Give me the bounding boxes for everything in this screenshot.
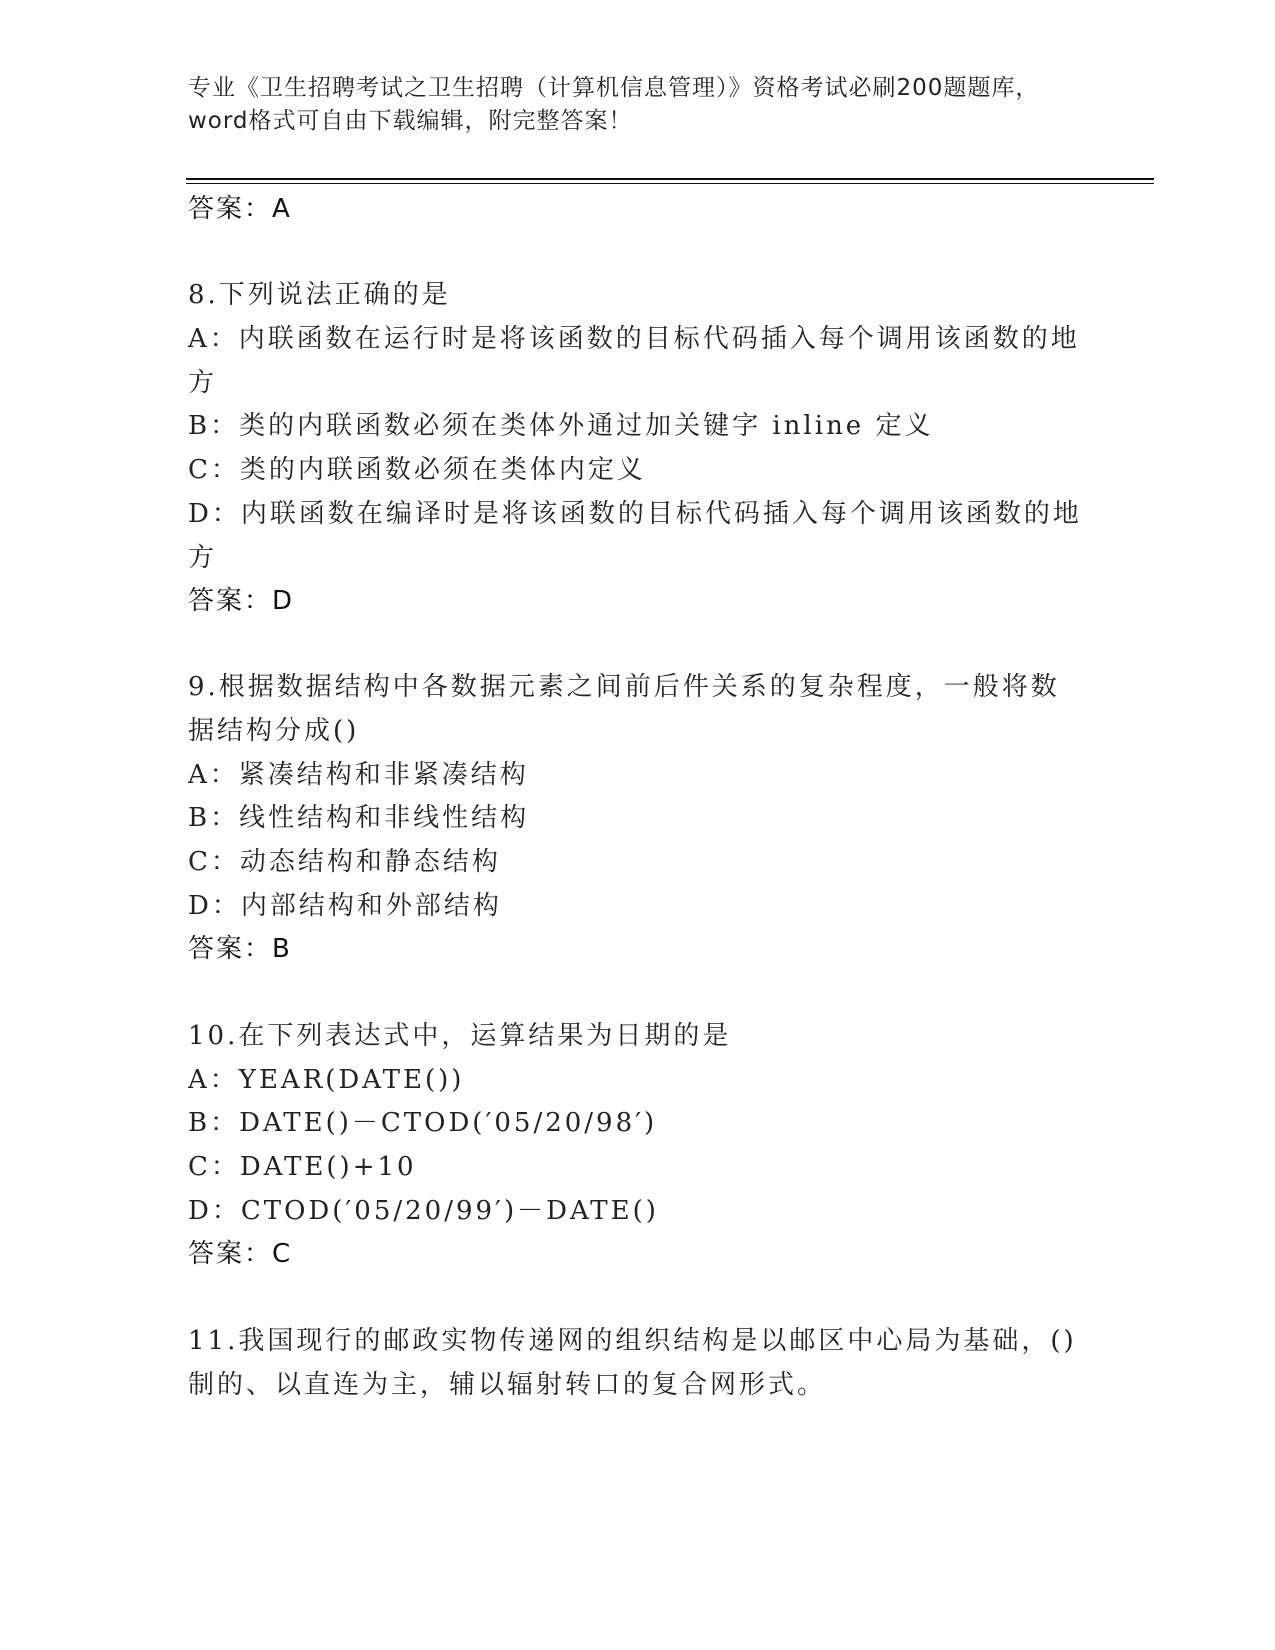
q9-option-b: B：线性结构和非线性结构 [188,803,530,833]
question-10: 10.在下列表达式中，运算结果为日期的是 [188,1021,732,1051]
answer-10: 答案：C [188,1239,293,1269]
answer-7: 答案：A [188,194,292,224]
q10-option-d: D：CTOD(′05/20/99′)－DATE() [188,1196,659,1226]
q10-option-a: A：YEAR(DATE()) [188,1065,465,1095]
document-header [188,72,1088,138]
question-11: 11.我国现行的邮政实物传递网的组织结构是以邮区中心局为基础，() [188,1326,1077,1356]
answer-9: 答案：B [188,934,292,964]
q9-option-d: D：内部结构和外部结构 [188,891,502,921]
q8-option-a-continued: 方 [188,368,218,398]
header-divider-thick [186,178,1154,180]
question-9-continued: 据结构分成() [188,716,360,746]
q10-option-b: B：DATE()－CTOD(′05/20/98′) [188,1108,658,1138]
q8-option-c: C：类的内联函数必须在类体内定义 [188,455,646,485]
question-11-continued: 制的、以直连为主，辅以辐射转口的复合网形式。 [188,1370,827,1400]
header-divider-thin [186,183,1154,184]
question-8: 8.下列说法正确的是 [188,280,451,310]
q8-option-d: D：内联函数在编译时是将该函数的目标代码插入每个调用该函数的地 [188,499,1082,529]
header-title-line-2: word格式可自由下载编辑，附完整答案！ [188,108,633,134]
q9-option-c: C：动态结构和静态结构 [188,847,501,877]
q8-option-d-continued: 方 [188,543,218,573]
q10-option-c: C：DATE()+10 [188,1152,417,1182]
header-title-line-1: 专业《卫生招聘考试之卫生招聘（计算机信息管理）》资格考试必刷200题题库， [188,75,1040,101]
question-9: 9.根据数据结构中各数据元素之间前后件关系的复杂程度，一般将数 [188,672,1060,702]
q9-option-a: A：紧凑结构和非紧凑结构 [188,760,529,790]
q8-option-b: B：类的内联函数必须在类体外通过加关键字 inline 定义 [188,411,934,441]
q8-option-a: A：内联函数在运行时是将该函数的目标代码插入每个调用该函数的地 [188,324,1080,354]
answer-8: 答案：D [188,586,295,616]
